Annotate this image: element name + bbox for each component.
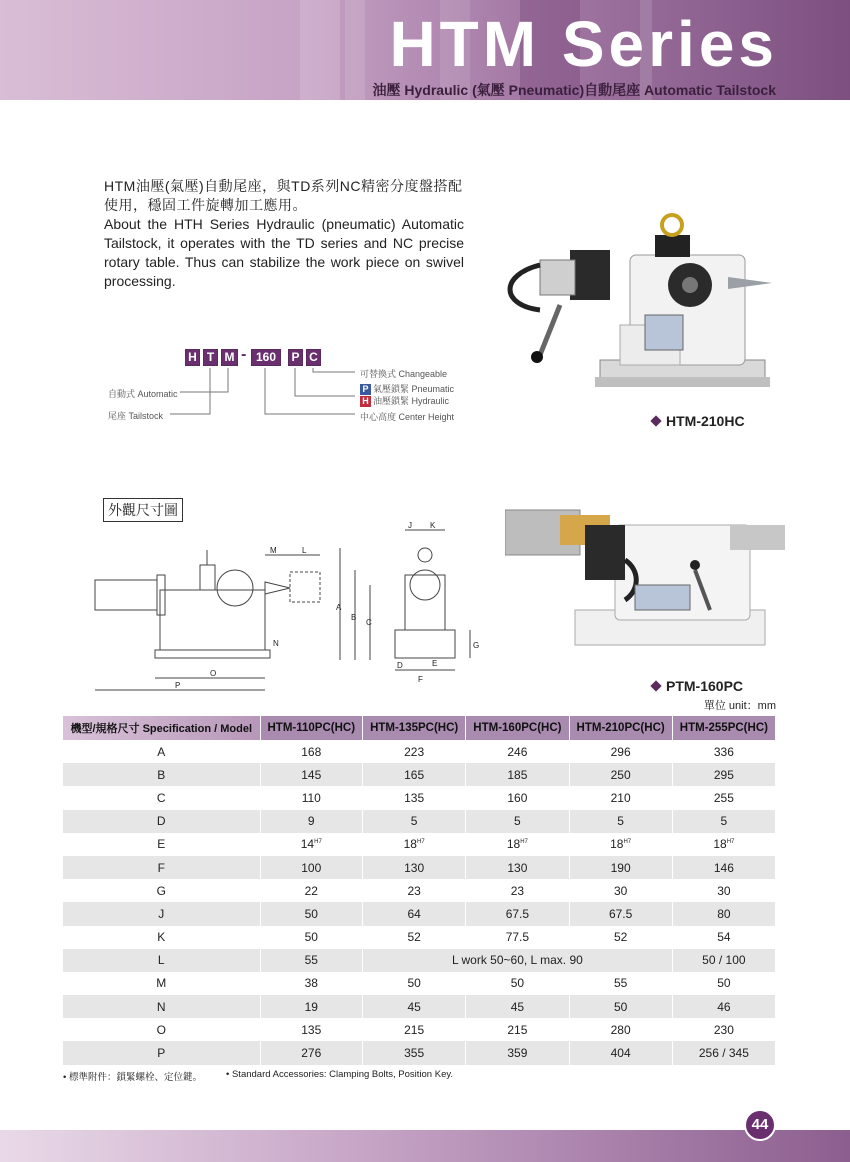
code-box-160: 160 xyxy=(251,349,281,366)
code-box-h: H xyxy=(185,349,200,366)
dim-label-b: B xyxy=(351,613,357,622)
table-cell: 30 xyxy=(672,879,775,902)
code-dash: - xyxy=(241,348,247,363)
table-row xyxy=(63,810,776,833)
row-label: N xyxy=(63,995,260,1018)
code-box-m: M xyxy=(221,349,238,366)
product-photo-ptm160pc xyxy=(505,500,790,655)
table-cell: 46 xyxy=(672,995,775,1018)
row-label: G xyxy=(63,879,260,902)
unit-label: 單位 unit：mm xyxy=(703,700,776,712)
table-cell: 22 xyxy=(260,879,363,902)
table-cell: 223 xyxy=(363,740,466,763)
spec-table-header xyxy=(63,716,776,740)
table-cell: 55 xyxy=(260,949,363,972)
table-cell: $18^{H7}$ xyxy=(672,833,775,856)
intro-zh: HTM油壓(氣壓)自動尾座，與TD系列NC精密分度盤搭配使用，穩固工件旋轉加工應用。 xyxy=(104,178,463,213)
table-row xyxy=(63,856,776,879)
row-label: A xyxy=(63,740,260,763)
diamond-bullet-icon xyxy=(650,680,661,691)
table-cell: 336 xyxy=(672,740,775,763)
table-cell: 246 xyxy=(466,740,569,763)
caption-htm210hc: HTM-210HC xyxy=(652,413,745,429)
table-cell: 135 xyxy=(260,1018,363,1041)
dim-label-l: L xyxy=(302,546,307,555)
diamond-bullet-icon xyxy=(650,415,661,426)
row-label: P xyxy=(63,1041,260,1064)
dim-label-e: E xyxy=(432,659,438,668)
table-cell: L work 50~60, L max. 90 xyxy=(363,949,673,972)
table-cell: 355 xyxy=(363,1041,466,1064)
table-cell: 30 xyxy=(569,879,672,902)
row-label: B xyxy=(63,763,260,786)
row-label: C xyxy=(63,786,260,809)
dim-label-n: N xyxy=(273,639,279,648)
table-cell: 135 xyxy=(363,786,466,809)
table-row xyxy=(63,1018,776,1041)
intro-en: About the HTH Series Hydraulic (pneumatic) Automatic Tailstock, it operates with the TD series and NC precise rotary table. Thus can stabilize the work piece on swivel processing. xyxy=(104,216,464,289)
dim-label-g: G xyxy=(473,641,480,650)
table-cell: 190 xyxy=(569,856,672,879)
row-label: K xyxy=(63,926,260,949)
footnote-en: • Standard Accessories: Clamping Bolts, Position Key. xyxy=(226,1069,454,1080)
code-hydraulic: H 油壓鎖緊 Hydraulic xyxy=(360,394,449,407)
code-changeable: 可替換式 Changeable xyxy=(360,369,448,379)
spec-model-header: HTM-110PC(HC) xyxy=(260,716,363,740)
dim-label-a: A xyxy=(336,603,342,612)
table-cell: $18^{H7}$ xyxy=(569,833,672,856)
table-cell: 100 xyxy=(260,856,363,879)
code-box-p: P xyxy=(288,349,303,366)
row-label: D xyxy=(63,810,260,833)
table-row xyxy=(63,786,776,809)
header-banner xyxy=(0,0,850,100)
table-cell: 296 xyxy=(569,740,672,763)
table-cell: 215 xyxy=(363,1018,466,1041)
table-row xyxy=(63,902,776,925)
table-cell: 50 xyxy=(260,902,363,925)
dim-label-c: C xyxy=(366,618,372,627)
row-label: O xyxy=(63,1018,260,1041)
table-cell: 23 xyxy=(363,879,466,902)
table-cell: 77.5 xyxy=(466,926,569,949)
table-row xyxy=(63,833,776,856)
table-cell: 255 xyxy=(672,786,775,809)
row-label: L xyxy=(63,949,260,972)
table-cell: 55 xyxy=(569,972,672,995)
table-cell: 50 xyxy=(672,972,775,995)
table-cell: 160 xyxy=(466,786,569,809)
row-label: E xyxy=(63,833,260,856)
table-cell: 9 xyxy=(260,810,363,833)
tailstock-illustration-2 xyxy=(505,500,790,655)
code-box-c: C xyxy=(306,349,321,366)
table-row xyxy=(63,972,776,995)
dimension-drawing-title: 外觀尺寸圖 xyxy=(103,498,183,522)
table-cell: 80 xyxy=(672,902,775,925)
table-cell: 230 xyxy=(672,1018,775,1041)
page-subtitle: 油壓 Hydraulic (氣壓 Pneumatic)自動尾座 Automatic Tailstock xyxy=(372,82,776,98)
intro-text xyxy=(104,177,464,291)
table-cell: 130 xyxy=(466,856,569,879)
code-center-height: 中心高度 Center Height xyxy=(360,412,455,422)
table-cell: 215 xyxy=(466,1018,569,1041)
spec-model-header: HTM-255PC(HC) xyxy=(672,716,775,740)
table-cell: 45 xyxy=(363,995,466,1018)
dim-label-o: O xyxy=(210,669,217,678)
table-row xyxy=(63,740,776,763)
table-cell: 404 xyxy=(569,1041,672,1064)
table-cell: 5 xyxy=(466,810,569,833)
product-photo-htm210hc xyxy=(500,205,790,405)
caption-ptm160pc: PTM-160PC xyxy=(652,678,743,694)
table-cell: $14^{H7}$ xyxy=(260,833,363,856)
tailstock-illustration xyxy=(500,205,790,405)
table-cell: 45 xyxy=(466,995,569,1018)
table-cell: 185 xyxy=(466,763,569,786)
footnote-zh: • 標準附件：鎖緊螺栓、定位鍵。 xyxy=(63,1072,202,1083)
table-row xyxy=(63,879,776,902)
table-cell: 5 xyxy=(672,810,775,833)
table-cell: 54 xyxy=(672,926,775,949)
code-box-t: T xyxy=(203,349,218,366)
table-cell: 280 xyxy=(569,1018,672,1041)
dim-label-d: D xyxy=(397,661,403,670)
dim-label-j: J xyxy=(408,521,412,530)
code-automatic: 自動式 Automatic xyxy=(108,389,178,399)
table-cell: 50 xyxy=(363,972,466,995)
table-cell: 50 / 100 xyxy=(672,949,775,972)
spec-model-header: HTM-160PC(HC) xyxy=(466,716,569,740)
table-cell: 276 xyxy=(260,1041,363,1064)
table-cell: 38 xyxy=(260,972,363,995)
table-cell: 50 xyxy=(260,926,363,949)
footer-bar xyxy=(0,1130,850,1162)
spec-table xyxy=(63,716,776,1065)
table-row xyxy=(63,926,776,949)
table-cell: 52 xyxy=(363,926,466,949)
row-label: M xyxy=(63,972,260,995)
table-cell: 359 xyxy=(466,1041,569,1064)
table-cell: 165 xyxy=(363,763,466,786)
table-cell: 146 xyxy=(672,856,775,879)
code-tailstock: 尾座 Tailstock xyxy=(108,411,164,421)
table-cell: 210 xyxy=(569,786,672,809)
table-cell: $18^{H7}$ xyxy=(363,833,466,856)
spec-model-header: HTM-210PC(HC) xyxy=(569,716,672,740)
table-cell: 250 xyxy=(569,763,672,786)
table-cell: 256 / 345 xyxy=(672,1041,775,1064)
table-cell: 50 xyxy=(466,972,569,995)
table-cell: 67.5 xyxy=(466,902,569,925)
table-cell: 145 xyxy=(260,763,363,786)
dim-label-m: M xyxy=(270,546,277,555)
table-cell: 295 xyxy=(672,763,775,786)
table-row xyxy=(63,949,776,972)
table-cell: 110 xyxy=(260,786,363,809)
dimension-drawing xyxy=(90,520,490,700)
table-row xyxy=(63,763,776,786)
dim-label-k: K xyxy=(430,521,436,530)
spec-header-label: 機型/規格尺寸 Specification / Model xyxy=(63,716,260,740)
row-label: F xyxy=(63,856,260,879)
page-number: 44 xyxy=(744,1109,776,1141)
row-label: J xyxy=(63,902,260,925)
table-cell: 23 xyxy=(466,879,569,902)
dim-label-f: F xyxy=(418,675,423,684)
table-cell: $18^{H7}$ xyxy=(466,833,569,856)
table-cell: 67.5 xyxy=(569,902,672,925)
spec-model-header: HTM-135PC(HC) xyxy=(363,716,466,740)
table-cell: 5 xyxy=(569,810,672,833)
table-cell: 130 xyxy=(363,856,466,879)
table-cell: 64 xyxy=(363,902,466,925)
table-row xyxy=(63,1041,776,1064)
table-cell: 19 xyxy=(260,995,363,1018)
table-cell: 50 xyxy=(569,995,672,1018)
dim-label-p: P xyxy=(175,681,181,690)
table-cell: 168 xyxy=(260,740,363,763)
table-row xyxy=(63,995,776,1018)
code-pneumatic: P 氣壓鎖緊 Pneumatic xyxy=(360,382,454,395)
table-cell: 5 xyxy=(363,810,466,833)
table-cell: 52 xyxy=(569,926,672,949)
page-title: HTM Series xyxy=(389,8,778,80)
